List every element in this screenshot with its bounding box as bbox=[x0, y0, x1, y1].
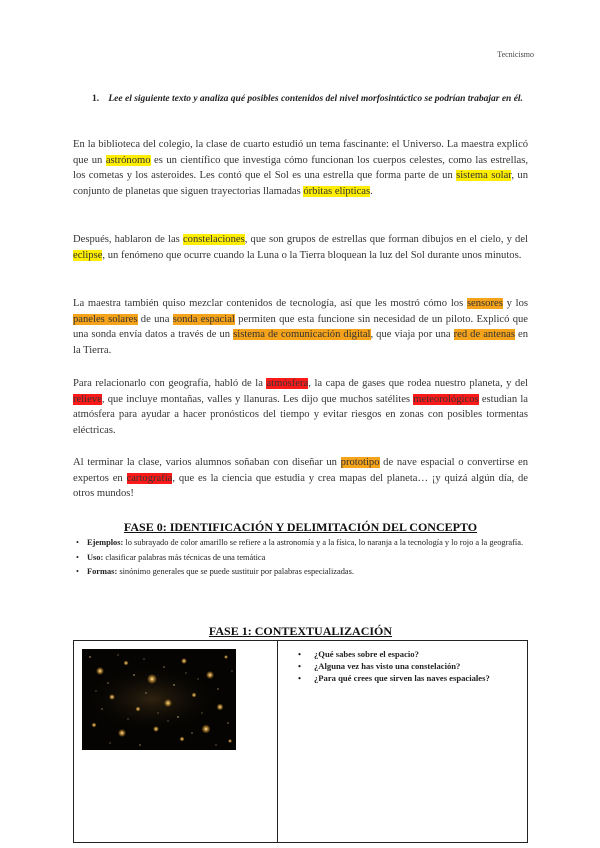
highlight-technology: prototipo bbox=[340, 457, 380, 468]
instruction-text: Lee el siguiente texto y analiza qué posibles contenidos del nivel morfosintáctico se podrían trabajar en él. bbox=[108, 94, 523, 104]
fase1-question-list bbox=[292, 649, 522, 685]
highlight-technology: paneles solares bbox=[73, 313, 138, 325]
image-cell bbox=[74, 641, 278, 842]
highlight-technology: sistema de comunicación digital bbox=[233, 329, 371, 340]
text-run: , que incluye montañas, valles y llanuras. Les dijo que muchos satélites bbox=[101, 393, 414, 405]
instruction bbox=[92, 92, 532, 106]
highlight-technology: red de antenas bbox=[453, 329, 515, 340]
highlight-geography: atmósfera bbox=[266, 378, 309, 389]
paragraph-5 bbox=[73, 455, 528, 502]
text-run: Al terminar la clase, varios alumnos soñaban con diseñar un bbox=[73, 457, 341, 468]
text-run: , un conjunto de planetas que siguen trayectorias llamadas bbox=[73, 170, 529, 197]
text-run: permiten que esta funcione sin necesidad de un piloto. Explicó que una sonda envía datos a través de un bbox=[73, 313, 528, 340]
text-run: , un fenómeno que ocurre cuando la Luna o la Tierra bloquean la luz del Sol durante unos minutos. bbox=[102, 249, 522, 261]
text-run: es un científico que investiga cómo funcionan los cuerpos celestes, como las estrellas, los cometas y los asteroides. Les contó que el Sol es una estrella que forma parte de un bbox=[73, 154, 528, 181]
text-run: En la biblioteca del colegio, la clase de cuarto estudió un tema fascinante: el Universo. La maestra explicó que un bbox=[73, 139, 528, 166]
space-starfield-image bbox=[82, 649, 236, 750]
text-run: Después, hablaron de las bbox=[73, 234, 183, 245]
bullet-text: clasificar palabras más técnicas de una temática bbox=[103, 552, 266, 562]
text-run: , que es la ciencia que estudia y crea mapas del planeta… ¡y quizá algún día, de otros mundos! bbox=[73, 472, 529, 499]
list-item: • ¿Qué sabes sobre el espacio? bbox=[292, 649, 522, 660]
bullet-text: sinónimo generales que se puede sustituir por palabras especializadas. bbox=[117, 567, 354, 576]
bullet-label: Uso: bbox=[87, 552, 104, 562]
paragraph-1 bbox=[73, 137, 528, 199]
list-item: • ¿Para qué crees que sirven las naves espaciales? bbox=[292, 673, 522, 684]
fase1-title: FASE 1: CONTEXTUALIZACIÓN bbox=[208, 624, 393, 638]
paragraph-4 bbox=[73, 376, 528, 438]
starfield-graphic bbox=[82, 649, 236, 750]
highlight-astronomy: constelaciones bbox=[182, 234, 245, 245]
list-item bbox=[73, 537, 533, 550]
list-item bbox=[73, 552, 533, 565]
highlight-geography: relieve bbox=[73, 393, 102, 405]
text-run: , que son grupos de estrellas que forman dibujos en el cielo, y del bbox=[244, 234, 529, 245]
text-run: , la capa de gases que rodea nuestro planeta, y del bbox=[308, 378, 528, 389]
text-run: , que viaja por una bbox=[370, 329, 454, 340]
highlight-technology: sonda espacial bbox=[172, 313, 235, 325]
list-item bbox=[73, 566, 533, 579]
highlight-technology: sensores bbox=[466, 298, 503, 309]
highlight-geography: meteorológicos bbox=[413, 393, 479, 405]
highlight-astronomy: astrónomo bbox=[105, 154, 151, 166]
paragraph-2 bbox=[73, 232, 528, 263]
page-header-label: Tecnicismo bbox=[497, 50, 534, 59]
text-run: y los bbox=[502, 298, 528, 309]
highlight-geography: cartografía bbox=[126, 472, 173, 484]
fase1-table bbox=[73, 640, 528, 843]
bullet-text: lo subrayado de color amarillo se refiere a la astronomía y a la física, lo naranja a la tecnología y lo rojo a la geografía. bbox=[123, 538, 524, 547]
highlight-astronomy: sistema solar bbox=[456, 170, 512, 181]
text-run: . bbox=[370, 185, 373, 197]
text-run: La maestra también quiso mezclar contenidos de tecnología, así que les mostró cómo los bbox=[73, 298, 467, 309]
text-run: Para relacionarlo con geografía, habló de la bbox=[73, 378, 267, 389]
fase0-title: FASE 0: IDENTIFICACIÓN Y DELIMITACIÓN DEL CONCEPTO bbox=[123, 520, 478, 534]
highlight-astronomy: órbitas elípticas bbox=[303, 185, 371, 197]
instruction-number: 1. bbox=[92, 94, 100, 104]
highlight-astronomy: eclipse bbox=[73, 249, 103, 261]
bullet-label: Formas: bbox=[87, 567, 118, 576]
fase0-bullet-list bbox=[73, 537, 533, 581]
questions-cell bbox=[278, 641, 527, 842]
text-run: de nave espacial o convertirse en expertos en bbox=[73, 457, 528, 484]
list-item: • ¿Alguna vez has visto una constelación? bbox=[292, 661, 522, 672]
text-run: en la Tierra. bbox=[73, 329, 528, 356]
bullet-label: Ejemplos: bbox=[87, 538, 124, 547]
text-run: de una bbox=[137, 313, 173, 325]
text-run: estudian la atmósfera para ayudar a hacer pronósticos del tiempo y evitar riesgos en zonas con posibles tormentas eléctricas. bbox=[73, 393, 528, 436]
paragraph-3 bbox=[73, 296, 528, 358]
